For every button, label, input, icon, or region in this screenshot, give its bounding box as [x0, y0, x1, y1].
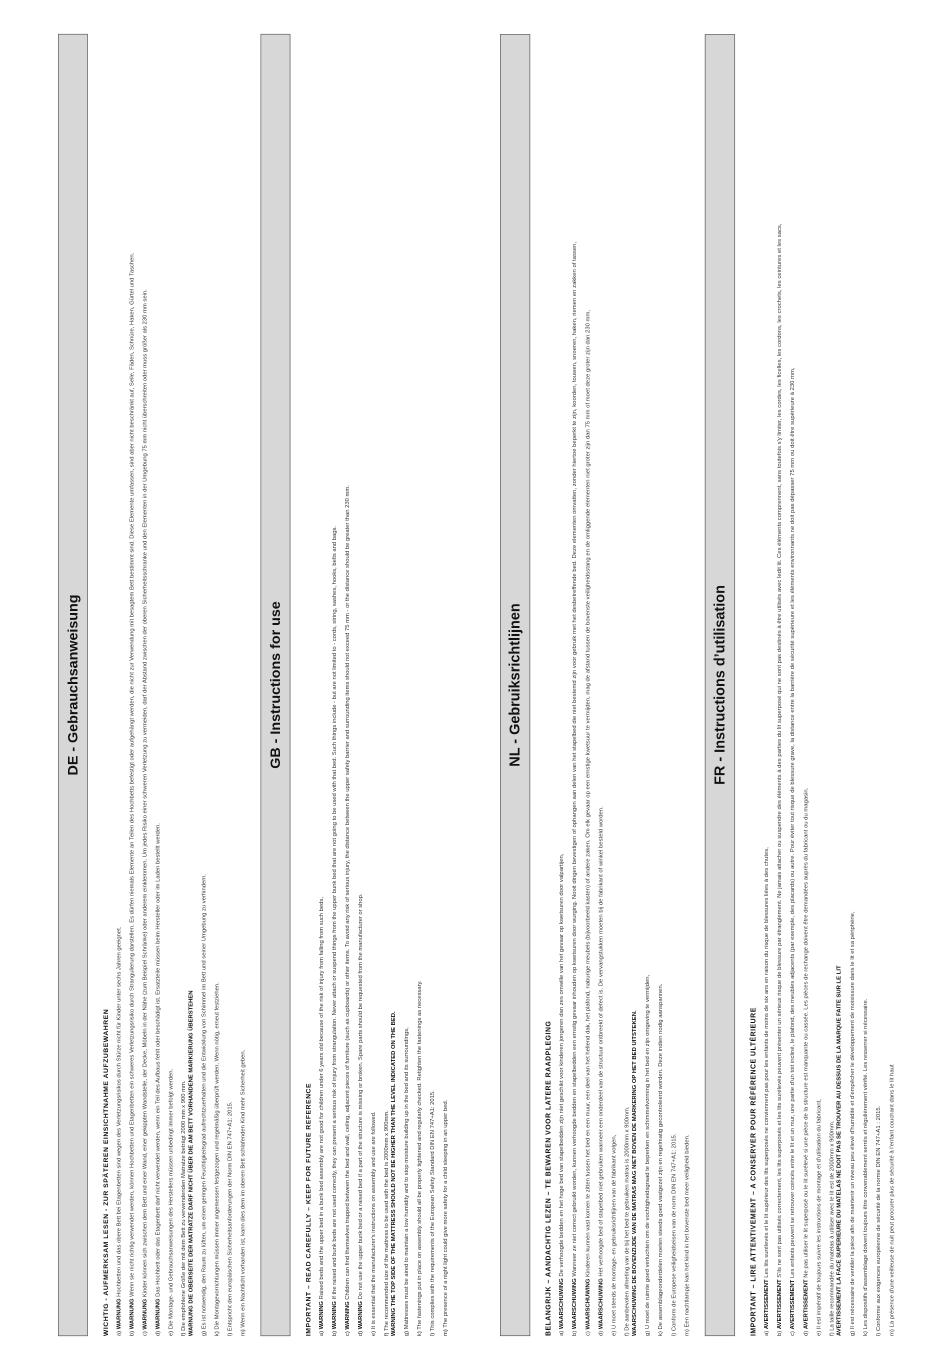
- instruction-item: [584, 34, 591, 1336]
- item-prefix: d): [154, 1329, 161, 1337]
- item-prefix: k): [656, 1329, 664, 1337]
- instruction-item: [802, 34, 809, 1336]
- item-warning-label: AVERTISSEMENT: [775, 1279, 783, 1330]
- item-prefix: m): [683, 1327, 690, 1337]
- item-list: [115, 34, 246, 1336]
- instruction-item: [442, 34, 449, 1336]
- instruction-item: [828, 34, 842, 1336]
- item-text: S'ils ne sont pas utilisés correctement, les lits superposés et les lits surélevés peuvent présenter un sérieux risque de blessure par étranglement. Ne jamais attacher ou suspendre des éléments à des parties du lit superposé qui ne sont pas destinés à être utilisés avec ledit lit. Ces éléments comprennent, sans toutefois s'y limiter, les cordes, les ficelles, les cordons, les crochets, les ceintures et les sacs,: [775, 223, 783, 1280]
- item-prefix: l): [428, 1331, 436, 1337]
- item-text: Wenn ein Nachtlicht vorhanden ist, kann dies dem im oberen Bett schlafenden Kind mehr Sicherheit geben.: [239, 1049, 246, 1328]
- section-heading: FR - Instructions d’utilisation: [705, 34, 735, 1336]
- instruction-item: [213, 34, 220, 1336]
- item-text: Kinder können sich zwischen dem Bett und einer Wand, einer gekippten Wandstelle, der Decke, Möbeln in der Nähe (zum Beispiel Schränke) oder anderem einklemmen. Um jedes Risiko einer schweren Verletzung zu vermeiden, darf der Abstand zwischen der oberen Sicherheitsschranke und den Elementen in der Umgebung 75 mm nicht überschreiten oder muss größer als 230 mm sein.: [141, 289, 148, 1299]
- item-warning-label: AVERTISSEMENT: [762, 1279, 770, 1330]
- instruction-item: [610, 34, 617, 1336]
- item-text: Die Montage- und Gebrauchsanweisungen des Herstellers müssen unbedingt immer befolgt werden.: [167, 1068, 174, 1330]
- item-text: Children can find themselves trapped between the bed and wall, ceiling, adjacent pieces of furniture (such as cupboards) or other items. To avoid any risk of serious injury, the distance between the upper safety barrier and surrounding items should not exceed 75 mm - or the distance should be greater than 230 mm.: [343, 485, 351, 1302]
- item-prefix: c): [584, 1329, 591, 1337]
- item-warning-label: WAARSCHUWING: [597, 1278, 604, 1330]
- item-text: Ne pas utiliser le lit superposé ou le lit surélevé si une pièce de la structure est manquante ou cassée. Les pièces de rechange doivent être demandées auprès du fabricant ou du magasin.: [802, 787, 809, 1280]
- instruction-item: [403, 34, 410, 1336]
- instruction-item: [789, 34, 796, 1336]
- instruction-item: [597, 34, 604, 1336]
- item-text: Il est nécessaire de ventiler la pièce afin de maintenir un niveau peu élevé d'humidité et d'empêcher le développement de moisissure dans le lit et sa périphérie,: [848, 911, 856, 1330]
- item-text: If the raised and bunk beds are not used correctly, they can present a serious risk of injury from strangulation. Never attach or suspend things from the upper bunk bed that are not going to be used with that bed. Such things include - but are not limited to - cords, string, sashes, hooks, belts and bags.: [330, 525, 338, 1302]
- item-emphasis: WAARSCHUWING DE BOVENZIJDE VAN DE MATRAS MAG NIET BOVEN DE MARKERING OP HET BED UITSTEKEN.: [630, 1010, 638, 1337]
- section-heading: NL - Gebruiksrichtlijnen: [500, 34, 530, 1336]
- item-warning-label: WAARSCHUWING: [584, 1278, 591, 1330]
- item-text: U moet steeds de montage- en gebruiksrichtlijnen van de fabrikant volgen,: [610, 1134, 617, 1330]
- item-prefix: l): [874, 1331, 882, 1337]
- item-warning-label: WARNING: [330, 1301, 338, 1330]
- column-nl-fr: [500, 30, 903, 1340]
- item-text: Il est impératif de toujours suivre les instructions de montage et d'utilisation du fabricant,: [815, 1099, 822, 1330]
- item-text: Es ist notwendig, den Raum zu lüften, um einen geringen Feuchtigkeitsgrad aufrechtzuerhalten und die Entwicklung von Schimmel im Bett und seiner Umgebung zu verhindern.: [200, 873, 207, 1330]
- instruction-item: [200, 34, 207, 1336]
- instruction-item: [776, 34, 783, 1336]
- section-fr: [705, 34, 895, 1336]
- item-prefix: f): [180, 1330, 187, 1337]
- item-prefix: m): [441, 1327, 449, 1337]
- item-text: Mattresses must be aired to maintain a low humidity and to stop moisture building up in the bed and its surroundings,: [402, 1027, 410, 1330]
- item-prefix: l): [670, 1331, 677, 1337]
- item-text: De verhoogde bedden en het hoge bed van stapelbedden zijn niet geschikt voor kinderen jongeren dan zes omwille van het gevaar op kwetsuren door valpartijen,: [557, 853, 565, 1279]
- item-warning-label: WARNING: [356, 1301, 364, 1330]
- item-list: [318, 34, 449, 1336]
- item-prefix: m): [239, 1327, 246, 1337]
- item-text: Hochbetten und das obere Bett bei Etagenbetten sind wegen des Verletzungsrisikos durch Stürze nicht für Kinder unter sechs Jahren geeignet.: [115, 926, 122, 1299]
- item-prefix: g): [402, 1329, 410, 1337]
- item-warning-label: WARNUNG: [115, 1298, 122, 1330]
- item-emphasis: WARNUNG DIE OBERSEITE DER MATRATZE DARF NICHT ÜBER DIE AM BETT VORHANDENE MARKIERUNG ÜBERSTEHEN: [187, 990, 194, 1337]
- instruction-item: [644, 34, 651, 1336]
- item-prefix: k): [861, 1329, 869, 1337]
- item-text: Les lits surélevés et le lit supérieur des lits superposés ne conviennent pas pour les enfants de moins de six ans en raison du risque de blessures liées à des chutes,: [762, 847, 770, 1280]
- item-text: Wanneer ze niet correct gebruikt worden, kunnen verhoogde bedden en stapelbedden een ernstig gevaar inhouden op kwetsuren door wurging. Nooit dingen bevestigen of ophangen aan delen van het stapelbed die niet bestemd zijn voor gebruik met het desbetreffende bed. Deze elementen omvatten, zonder hiertoe beperkt te zijn, koorden, touwen, snoeren, haken, riemen en zakken of tassen,: [570, 241, 578, 1279]
- instruction-item: [128, 34, 135, 1336]
- section-heading: DE - Gebrauchsanweisung: [58, 34, 88, 1336]
- instruction-item: [657, 34, 664, 1336]
- item-prefix: g): [848, 1329, 856, 1337]
- instruction-item: [670, 34, 677, 1336]
- item-prefix: d): [356, 1329, 364, 1337]
- item-text: De assemblageonderdelen moeten steeds goed vastgezet zijn en regelmatig gecontroleerd worden. Deze indien nodig aanspannen.: [656, 983, 664, 1330]
- item-prefix: e): [815, 1329, 822, 1337]
- item-text: Do not use the upper bunk bed or a raised bed if a part of the structure is missing or broken. Spare parts should be requested from the manufacturer or shop.: [356, 893, 364, 1302]
- instruction-item: [318, 34, 325, 1336]
- item-prefix: d): [597, 1329, 604, 1337]
- item-text: Een nachtlampje kan het kind in het bovenste bed meer veiligheid bieden.: [683, 1134, 690, 1328]
- instruction-item: [862, 34, 869, 1336]
- item-prefix: f): [828, 1330, 835, 1337]
- column-de-gb: [58, 30, 457, 1340]
- item-prefix: f): [623, 1330, 630, 1337]
- item-text: Les dispositifs d'assemblage doivent toujours être convenablement serrés et régulièrement vérifié. Les resserrer si nécessaire.: [861, 998, 869, 1330]
- item-text: The presence of a night light could give more safety for a child sleeping in an upper bed.: [441, 1099, 449, 1328]
- item-text: Het verhoogde bed of stapelbed niet gebruiken wanneer een onderdeel van de structuur ontbreekt of defect is. De vervangstukken moeten bij de fabrikant of winkel besteld worden.: [597, 806, 604, 1279]
- instruction-item: [154, 34, 161, 1336]
- instruction-item: [226, 34, 233, 1336]
- item-prefix: g): [643, 1329, 651, 1337]
- instruction-item: [763, 34, 770, 1336]
- item-warning-label: AVERTISSEMENT: [802, 1279, 809, 1330]
- item-warning-label: WARNING: [317, 1301, 325, 1330]
- item-prefix: a): [557, 1329, 565, 1337]
- instruction-item: [571, 34, 578, 1336]
- item-warning-label: WAARSCHUWING: [570, 1278, 578, 1330]
- section-gb: [261, 34, 449, 1336]
- instruction-item: [429, 34, 436, 1336]
- instruction-item: [683, 34, 690, 1336]
- section-heading: GB - Instructions for use: [261, 34, 291, 1336]
- item-prefix: b): [128, 1329, 135, 1337]
- instruction-item: [344, 34, 351, 1336]
- item-text: Conform de Europese veiligheidseisen van de norm DIN EN 747+A1: 2015.: [670, 1133, 677, 1332]
- item-text: U moet de ruimte goed verluchten om de vochtigheidsgraad te beperken en schimmelvorming in het bed en zijn omgeving te vermijden,: [643, 974, 651, 1330]
- item-list: [763, 34, 896, 1336]
- instruction-item: [416, 34, 423, 1336]
- section-title: IMPORTANT – LIRE ATTENTIVEMENT – A CONSERVER POUR RÉFÉRENCE ULTÉRIEURE: [749, 1007, 758, 1337]
- item-prefix: c): [788, 1329, 796, 1337]
- item-prefix: a): [115, 1329, 122, 1337]
- item-text: Das Hochbett oder das Etagenbett darf nicht verwendet werden, wenn ein Teil des Aufbaus fehlt oder beschädigt ist. Ersatzteile müssen beim Hersteller oder im Laden bestellt werden.: [154, 823, 161, 1299]
- item-list: [558, 34, 691, 1336]
- item-prefix: g): [200, 1329, 207, 1337]
- instruction-item: [383, 34, 397, 1336]
- item-text: De aanbevolen afmeting van de bij het bed te gebruiken matras is 2000mm x 900mm.: [623, 1106, 630, 1331]
- item-warning-label: WARNUNG: [128, 1298, 135, 1330]
- item-text: Raised beds and the upper bed in a bunk bed assembly are not good for children under 6 years old because of the risk of injury from falling from such beds,: [317, 897, 325, 1302]
- item-prefix: f): [382, 1331, 390, 1337]
- item-text: The fastenings put in place on assembly should all be properly tightened and regularly checked. Retighten the fastenings as necessary.: [415, 980, 423, 1330]
- instruction-item: [558, 34, 565, 1336]
- instruction-item: [888, 34, 895, 1336]
- item-prefix: c): [141, 1329, 148, 1337]
- item-prefix: m): [888, 1327, 895, 1337]
- instruction-item: [180, 34, 194, 1336]
- instruction-item: [370, 34, 377, 1336]
- item-prefix: k): [213, 1329, 220, 1337]
- instruction-item: [141, 34, 148, 1336]
- instruction-item: [623, 34, 637, 1336]
- item-prefix: c): [343, 1329, 351, 1337]
- item-prefix: b): [570, 1329, 578, 1337]
- item-text: It is essential that the manufacturer's instructions on assembly and use are followed.: [369, 1111, 377, 1330]
- instruction-item: [167, 34, 174, 1336]
- item-emphasis: WARNING THE TOP SIDE OF THE MATTRESS SHOULD NOT BE HIGHER THAN THE LEVEL INDICATED ON THE BED.: [389, 1011, 397, 1337]
- instruction-item: [357, 34, 364, 1336]
- item-text: Conforme aux exigences européenne de sécurité de la norme DIN EN 747+A1 : 2015.: [874, 1105, 882, 1332]
- item-text: Wenn sie nicht richtig verwendet werden, können Hochbetten und Etagenbetten ein schweres Verletzungsrisiko durch Strangulierung darstellen. Es dürfen niemals Elemente an Teilen des Hochbetts befestigt oder aufgehängt werden, die nicht zur Verwendung mit besagtem Bett bestimmt sind. Diese Elemente umfassen, sind aber nicht beschränkt auf, Seile, Fäden, Schnüre, Haken, Gürtel und Taschen.: [128, 252, 135, 1299]
- item-text: Entspricht den europäischen Sicherheitsanforderungen der Norm DIN EN 747+A1: 2015.: [226, 1101, 233, 1332]
- item-emphasis: AVERTISSEMENT LA FACE SUPERIEURE DU MATELAS NE DOIT PAS SE TROUVER AU DESSUS DE LA MARQUE FAITE SUR LE LIT: [835, 965, 843, 1337]
- item-text: La taille recommandée du matelas à utiliser avec le lit est de 2000mm x 900mm.: [828, 1120, 835, 1331]
- item-warning-label: WARNUNG: [154, 1298, 161, 1330]
- item-prefix: d): [802, 1329, 809, 1337]
- item-text: Die empfohlene Größe der mit dem Bett zu verwendenden Matratze beträgt 2000 mm x 900 mm.: [180, 1080, 187, 1331]
- instruction-item: [815, 34, 822, 1336]
- item-prefix: e): [610, 1329, 617, 1337]
- instruction-item: [331, 34, 338, 1336]
- item-text: Kinderen kunnen vast komen te zitten tussen het bed en een muur, een deel van het hellend dak, het plafond, naburige meubels (bijvoorbeeld kasten) of andere zaken. Om elk gevaar op een ernstige kwetsuur te vermijden, mag de afstand tussen de bovenste veiligheidsstang en de omliggende elementen niet groter zijn dan 75 mm of moet deze groter zijn dan 230 mm,: [584, 309, 591, 1279]
- item-prefix: e): [369, 1329, 377, 1337]
- instruction-item: [849, 34, 856, 1336]
- instruction-item: [239, 34, 246, 1336]
- instruction-item: [875, 34, 882, 1336]
- item-prefix: a): [762, 1329, 770, 1337]
- instruction-item: [115, 34, 122, 1336]
- item-prefix: k): [415, 1329, 423, 1337]
- item-text: The recommended size of the mattress to be used with the bed is 2000mm x 900mm.: [382, 1110, 390, 1332]
- section-title: WICHTIG - AUFMERKSAM LESEN - ZUR SPÄTEREN EINSICHTNAHME AUFZUBEWAHREN: [102, 1008, 110, 1337]
- section-title: BELANGRIJK – AANDACHTIG LEZEN – TE BEWAREN VOOR LATERE RAADPLEGING: [544, 1020, 553, 1337]
- item-text: Les enfants peuvent se retrouver coincés entre le lit et un mur, une partie d'un toit incliné, le plafond, des meubles adjacents (par exemple, des placards) ou autre. Pour éviter tout risque de blessure grave, la distance entre la barrière de sécurité supérieure et les éléments environnants ne doit pas dépasser 75 mm ou doit être supérieure à 230 mm,: [788, 367, 796, 1280]
- item-prefix: e): [167, 1329, 174, 1337]
- item-prefix: a): [317, 1329, 325, 1337]
- item-warning-label: WAARSCHUWING: [557, 1278, 565, 1330]
- section-title: IMPORTANT – READ CAREFULLY – KEEP FOR FUTURE REFERENCE: [304, 1082, 313, 1337]
- section-de: [58, 34, 246, 1336]
- item-prefix: b): [330, 1329, 338, 1337]
- item-prefix: b): [775, 1329, 783, 1337]
- item-prefix: l): [226, 1331, 233, 1337]
- section-nl: [500, 34, 690, 1336]
- item-text: La présence d'une veilleuse de nuit peut procurer plus de sécurité à l'enfant couchant dans le lit haut: [888, 1064, 895, 1328]
- item-warning-label: WARNUNG: [141, 1298, 148, 1330]
- item-warning-label: AVERTISSEMENT: [788, 1279, 796, 1330]
- item-text: Die Montagevorrichtungen müssen immer angemessen festgezogen und regelmäßig überprüft werden. Wenn nötig, erneut festziehen.: [213, 982, 220, 1330]
- item-text: This complies with the requirements of the European Safety Standard DIN EN 747+A1: 2015.: [428, 1090, 436, 1332]
- item-warning-label: WARNING: [343, 1301, 351, 1330]
